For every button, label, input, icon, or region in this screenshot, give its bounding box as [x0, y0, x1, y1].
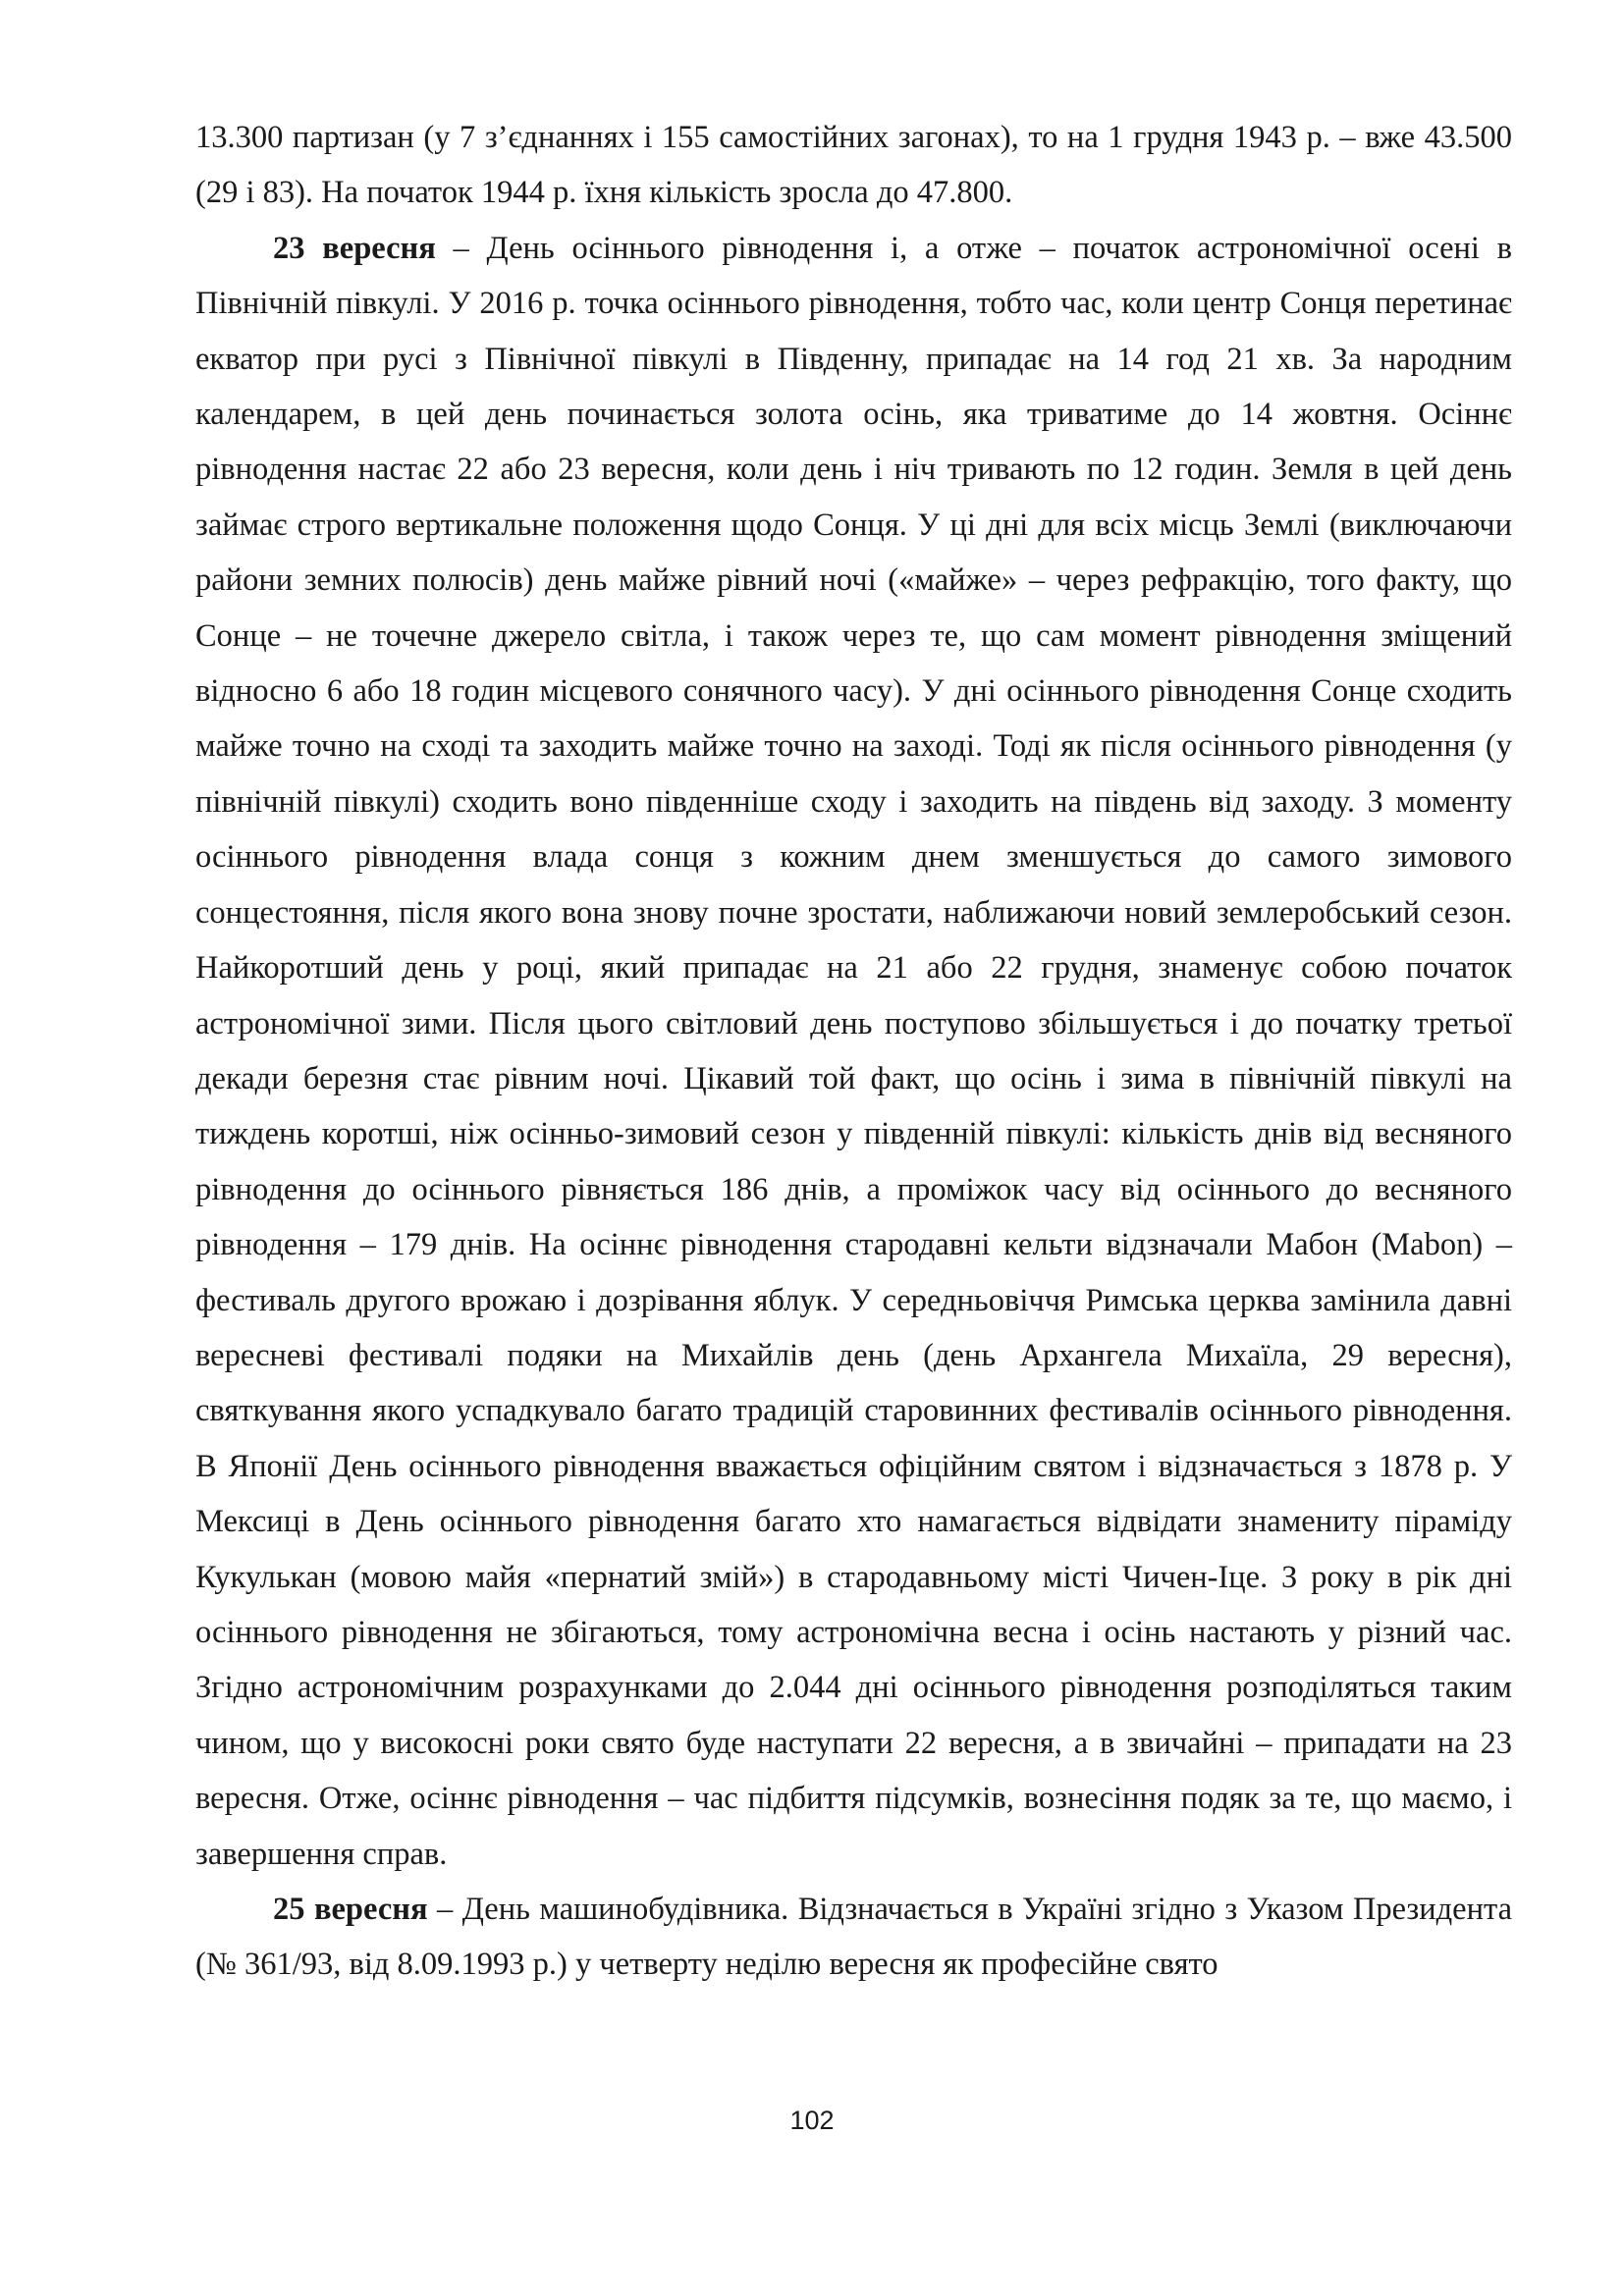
paragraph-text: 13.300 партизан (у 7 з’єднаннях і 155 самостійних загонах), то на 1 грудня 1943 р. – вже 43.500 (29 і 83). На початок 1944 р. їхня кількість зросла до 47.800. — [195, 120, 1512, 211]
body-text — [195, 110, 1512, 1993]
paragraph-text: – День осіннього рівнодення і, а отже – початок астрономічної осені в Північній півкулі. У 2016 р. точка осіннього рівнодення, тобто час, коли центр Сонця перетинає екватор при русі з Північної півкулі в Південну, припадає на 14 год 21 хв. За народним календарем, в цей день починається золота осінь, яка триватиме до 14 жовтня. Осіннє рівнодення настає 22 або 23 вересня, коли день і ніч тривають по 12 годин. Земля в цей день займає строго вертикальне положення щодо Сонця. У ці дні для всіх місць Землі (виключаючи райони земних полюсів) день майже рівний ночі («майже» – через рефракцію, того факту, що Сонце – не точечне джерело світла, і також через те, що сам момент рівнодення зміщений відносно 6 або 18 годин місцевого сонячного часу). У дні осіннього рівнодення Сонце сходить майже точно на сході та заходить майже точно на заході. Тоді як після осіннього рівнодення (у північній півкулі) сходить воно південніше сходу і заходить на південь від заходу. З моменту осіннього рівнодення влада сонця з кожним днем зменшується до самого зимового сонцестояння, після якого вона знову почне зростати, наближаючи новий землеробський сезон. Найкоротший день у році, який припадає на 21 або 22 грудня, знаменує собою початок астрономічної зими. Після цього світловий день поступово збільшується і до початку третьої декади березня стає рівним ночі. Цікавий той факт, що осінь і зима в північній півкулі на тиждень коротші, ніж осінньо-зимовий сезон у південній півкулі: кількість днів від весняного рівнодення до осіннього рівняється 186 днів, а проміжок часу від осіннього до весняного рівнодення – 179 днів. На осіннє рівнодення стародавні кельти відзначали Мабон (Mabon) – фестиваль другого врожаю і дозрівання яблук. У середньовіччя Римська церква замінила давні вересневі фестивалі подяки на Михайлів день (день Архангела Михаїла, 29 вересня), святкування якого успадкувало багато традицій старовинних фестивалів осіннього рівнодення. В Японії День осіннього рівнодення вважається офіційним святом і відзначається з 1878 р. У Мексиці в День осіннього рівнодення багато хто намагається відвідати знамениту піраміду Кукулькан (мовою майя «пернатий змій») в стародавньому місті Чичен-Іце. З року в рік дні осіннього рівнодення не збігаються, тому астрономічна весна і осінь настають у різний час. Згідно астрономічним розрахунками до 2.044 дні осіннього рівнодення розподіляться таким чином, що у високосні роки свято буде наступати 22 вересня, а в звичайні – припадати на 23 вересня. Отже, осіннє рівнодення – час підбиття підсумків, вознесіння подяк за те, що маємо, і завершення справ. — [195, 230, 1512, 1872]
paragraph-continuation — [195, 110, 1512, 221]
paragraph-september-23 — [195, 221, 1512, 1882]
paragraph-september-25 — [195, 1882, 1512, 1993]
date-label: 25 вересня — [273, 1892, 428, 1927]
date-label: 23 вересня — [273, 230, 436, 266]
paragraph-text: – День машинобудівника. Відзначається в Україні згідно з Указом Президента (№ 361/93, від 8.09.1993 р.) у четверту неділю вересня як професійне свято — [195, 1892, 1512, 1983]
page-number: 102 — [789, 2106, 835, 2135]
